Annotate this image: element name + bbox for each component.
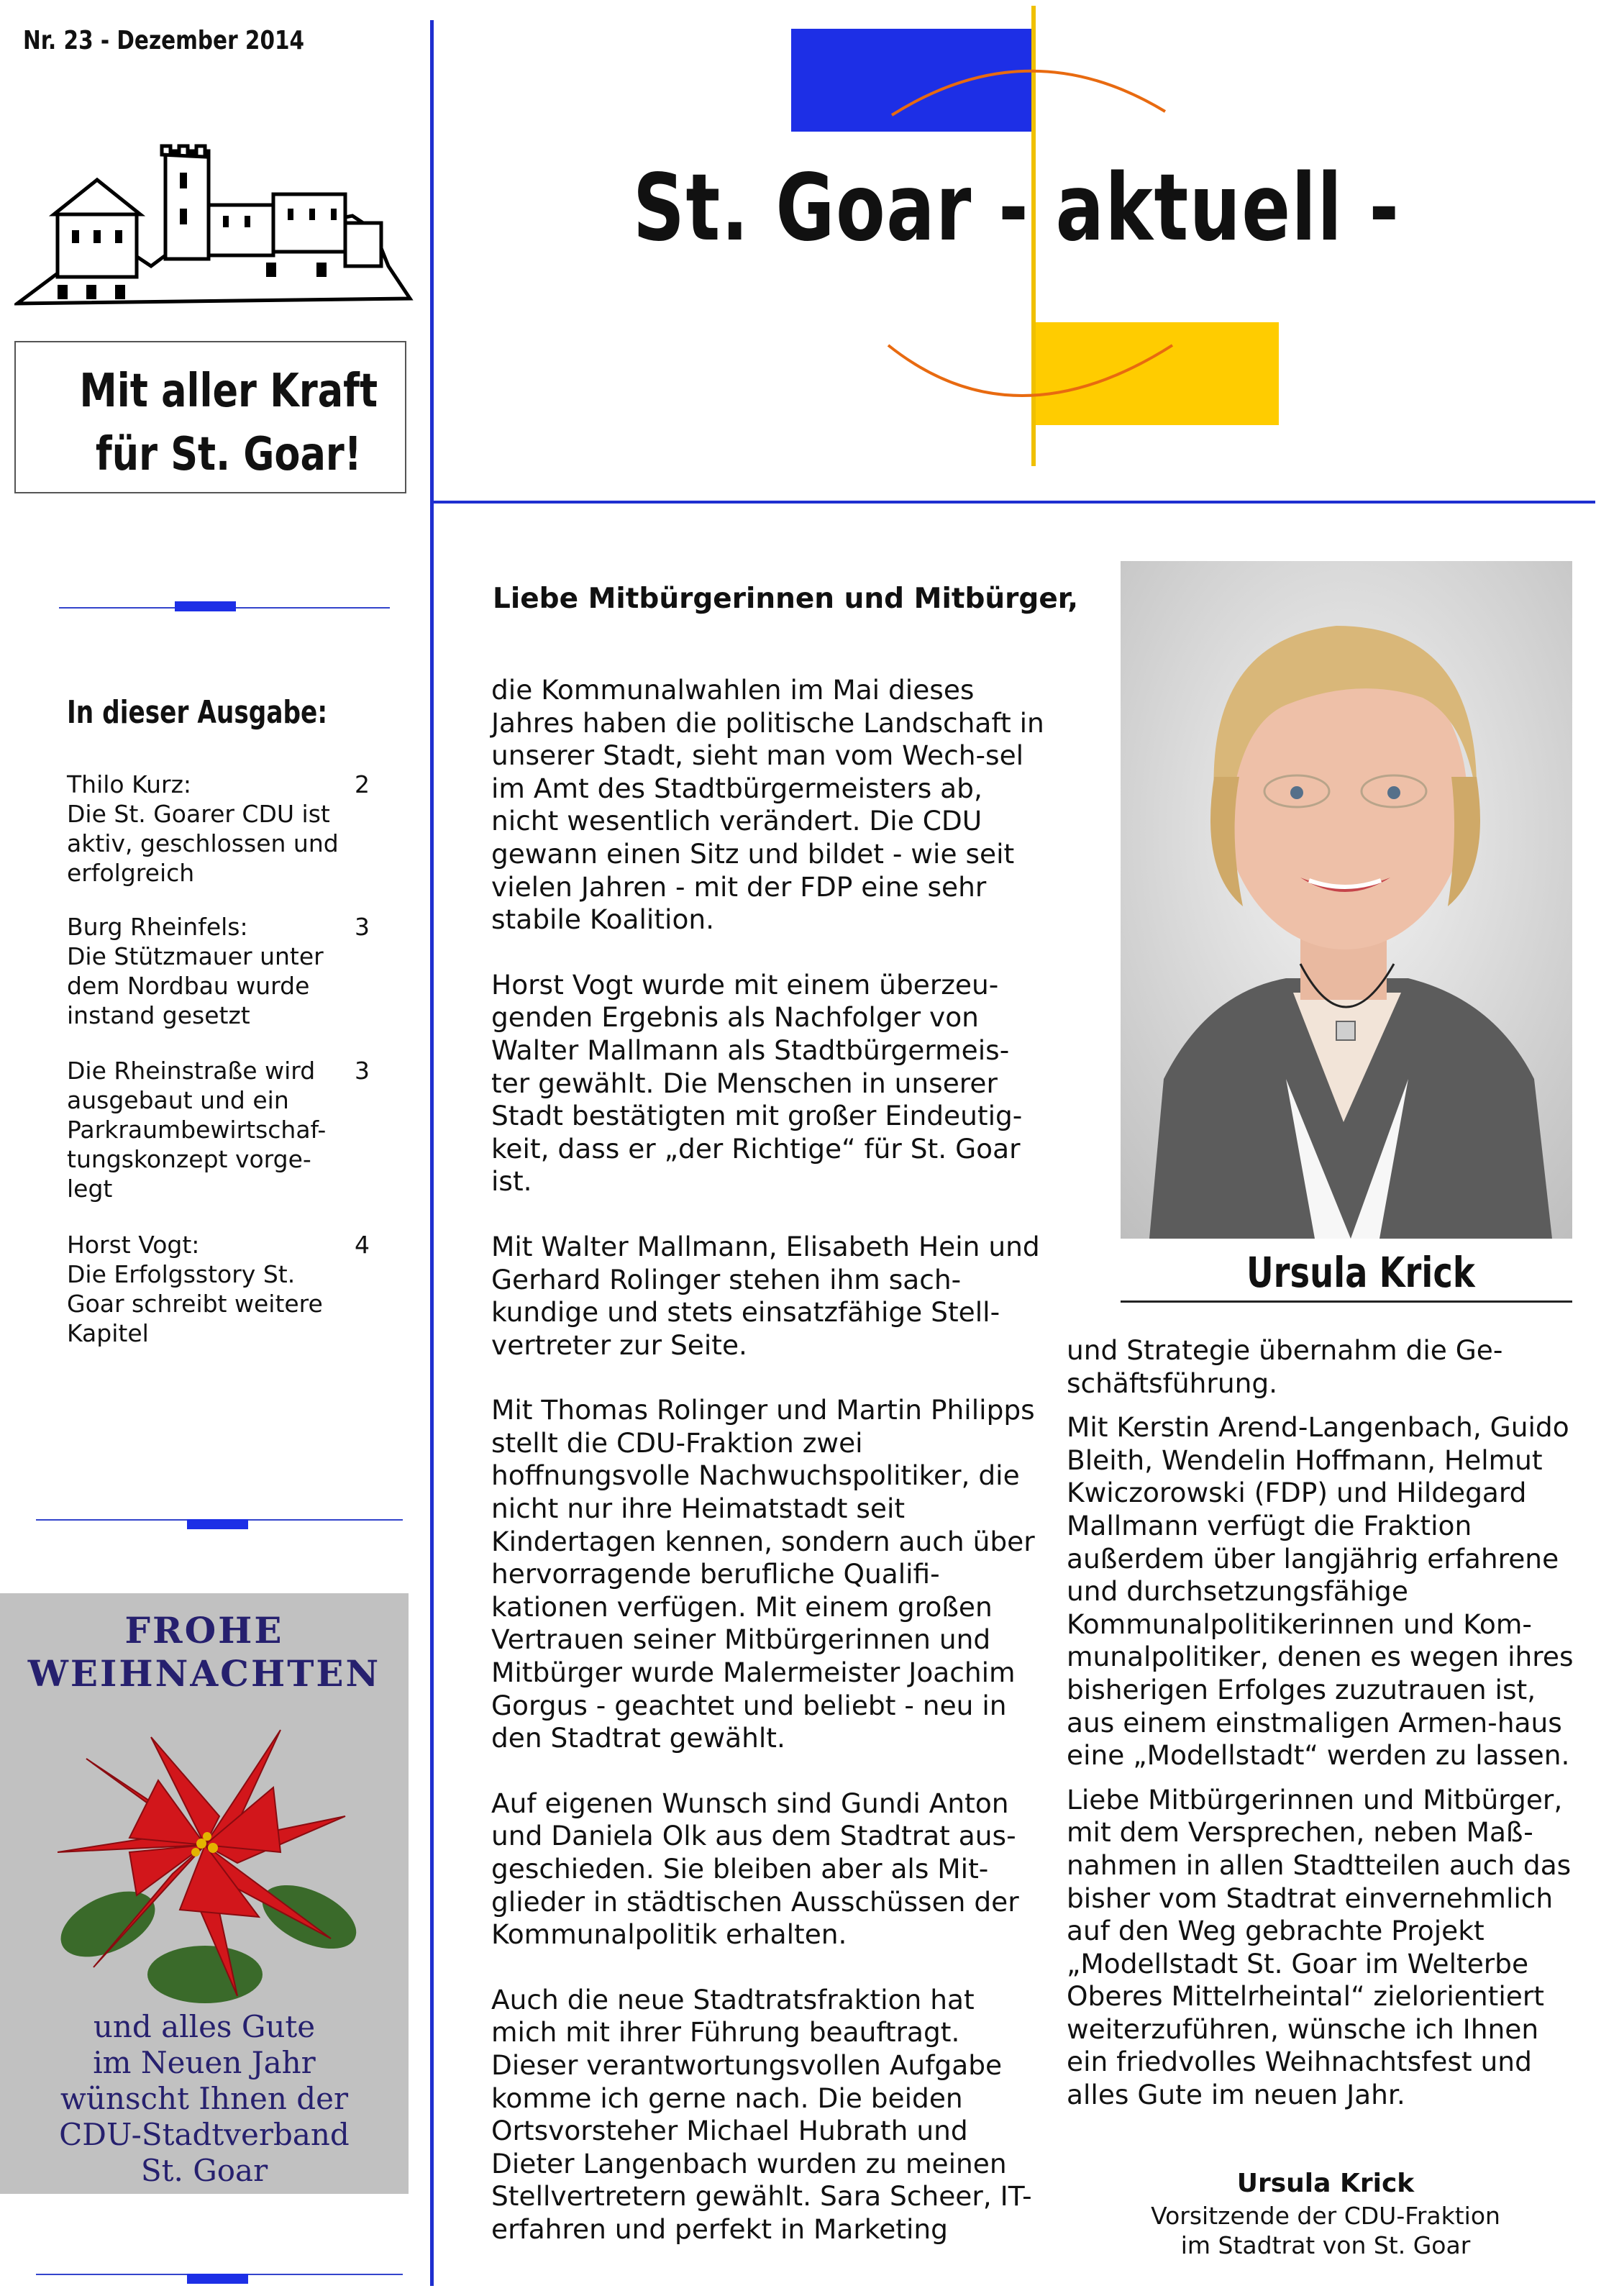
signature-role-line-1: Vorsitzende der CDU-Fraktion: [1151, 2202, 1500, 2230]
issue-date: Nr. 23 - Dezember 2014: [23, 26, 305, 55]
newsletter-title: St. Goar - aktuell -: [633, 155, 1400, 262]
toc-item: [67, 912, 369, 1030]
caption-rule: [1121, 1300, 1572, 1303]
christmas-wish-4: CDU-Stadtverband: [59, 2117, 350, 2152]
slogan-line-2: für St. Goar!: [95, 428, 362, 481]
castle-logo-icon: [14, 144, 414, 309]
article-paragraph: und Strategie übernahm die Ge-schäftsführung.: [1067, 1334, 1503, 1399]
christmas-wish-2: im Neuen Jahr: [93, 2045, 316, 2080]
christmas-wish-3: wünscht Ihnen der: [60, 2081, 349, 2116]
separator-block: [175, 601, 236, 611]
article-column-1: [491, 674, 1045, 2279]
signature-name: Ursula Krick: [1236, 2169, 1415, 2198]
toc-item: [67, 770, 369, 888]
christmas-wishes: [0, 2009, 409, 2189]
slogan: [58, 360, 400, 486]
separator-block: [187, 2274, 248, 2284]
toc-item: [67, 1056, 369, 1203]
christmas-heading: [0, 1609, 409, 1695]
toc-item: [67, 1230, 369, 1348]
toc-item-page: 4: [355, 1231, 370, 1259]
portrait-image: [1121, 561, 1572, 1239]
article-paragraph: Mit Walter Mallmann, Elisabeth Hein und Gerhard Rolinger stehen ihm sach-kundige und stets einsatzfähige Stell-vertreter zur Seite.: [491, 1230, 1040, 1361]
toc-item-page: 3: [355, 1057, 370, 1085]
portrait-photo: [1121, 561, 1572, 1239]
article-greeting: Liebe Mitbürgerinnen und Mitbürger,: [493, 583, 1079, 615]
christmas-line-1: FROHE: [124, 1609, 284, 1652]
portrait-caption: Ursula Krick: [1246, 1248, 1475, 1297]
article-paragraph: Auch die neue Stadtratsfraktion hat mich mit ihrer Führung beauftragt. Dieser verantwortungsvollen Aufgabe komme ich gerne nach. Die beiden Ortsvorsteher Michael Hubrath und Dieter Langenbach wurden zu meinen Stellvertretern gewählt. Sara Scheer, IT-erfahren und perfekt in Marketing: [491, 1983, 1032, 2245]
article-paragraph: Mit Kerstin Arend-Langenbach, Guido Bleith, Wendelin Hoffmann, Helmut Kwiczorowski (FDP) und Hildegard Mallmann verfügt die Fraktion außerdem über langjährig erfahrene und durchsetzungsfähige Kommunalpolitikerinnen und Kom-munalpolitiker, denen es wegen ihres bisherigen Erfolges zuzutrauen ist, aus einem einstmaligen Armen-haus eine „Modellstadt“ werden zu lassen.: [1067, 1411, 1574, 1772]
toc-item-text: Burg Rheinfels: Die Stützmauer unter dem Nordbau wurde instand gesetzt: [67, 913, 324, 1029]
christmas-line-2: WEIHNACHTEN: [27, 1652, 381, 1695]
christmas-wish-1: und alles Gute: [93, 2009, 316, 2044]
christmas-card: [0, 1593, 409, 2194]
article-paragraph: Mit Thomas Rolinger und Martin Philipps stellt die CDU-Fraktion zwei hoffnungsvolle Nachwuchspolitiker, die nicht nur ihre Heimatstadt seit Kindertagen kennen, sondern auch über hervorragende berufliche Qualifi-kationen verfügen. Mit einem großen Vertrauen seiner Mitbürgerinnen und Mitbürger wurde Malermeister Joachim Gorgus - geachtet und beliebt - neu in den Stadtrat gewählt.: [491, 1394, 1035, 1754]
toc-item-page: 3: [355, 913, 370, 941]
article-paragraph: Horst Vogt wurde mit einem überzeu-genden Ergebnis als Nachfolger von Walter Mallmann als Stadtbürgermeis-ter gewählt. Die Menschen in unserer Stadt bestätigten mit großer Eindeutig-keit, dass er „der Richtige“ für St. Goar ist.: [491, 968, 1023, 1198]
christmas-wish-5: St. Goar: [140, 2153, 268, 2188]
toc-item-page: 2: [355, 770, 370, 798]
slogan-line-1: Mit aller Kraft: [79, 365, 378, 418]
article-paragraph: Auf eigenen Wunsch sind Gundi Anton und Daniela Olk aus dem Stadtrat aus-geschieden. Sie bleiben aber als Mit-glieder in städtischen Ausschüssen der Kommunalpolitik erhalten.: [491, 1787, 1019, 1951]
toc-item-text: Die Rheinstraße wird ausgebaut und ein Parkraumbewirtschaf-tungskonzept vorge-legt: [67, 1057, 327, 1203]
poinsettia-icon: [43, 1708, 367, 2010]
toc-item-text: Thilo Kurz: Die St. Goarer CDU ist aktiv, geschlossen und erfolgreich: [67, 770, 339, 887]
article-paragraph: die Kommunalwahlen im Mai dieses Jahres haben die politische Landschaft in unserer Stadt, sieht man vom Wech-sel im Amt des Stadtbürgermeisters ab, nicht wesentlich verändert. Die CDU gewann einen Sitz und bildet - wie seit vielen Jahren - mit der FDP eine sehr stabile Koalition.: [491, 674, 1044, 936]
toc-item-text: Horst Vogt: Die Erfolgsstory St. Goar schreibt weitere Kapitel: [67, 1231, 323, 1347]
header-rule: [430, 501, 1595, 504]
signature-role: [1067, 2201, 1584, 2260]
separator-block: [187, 1519, 248, 1529]
signature-role-line-2: im Stadtrat von St. Goar: [1180, 2231, 1471, 2259]
toc-heading: In dieser Ausgabe:: [67, 694, 328, 731]
column-divider: [430, 20, 434, 2286]
article-column-2: [1067, 1334, 1584, 2123]
article-paragraph: Liebe Mitbürgerinnen und Mitbürger, mit dem Versprechen, neben Maß-nahmen in allen Stadtteilen auch das bisher vom Stadtrat einvernehmlich auf den Weg gebrachte Projekt „Modellstadt St. Goar im Welterbe Oberes Mittelrheintal“ zielorientiert weiterzuführen, wünsche ich Ihnen ein friedvolles Weihnachtsfest und alles Gute im neuen Jahr.: [1067, 1783, 1572, 2111]
